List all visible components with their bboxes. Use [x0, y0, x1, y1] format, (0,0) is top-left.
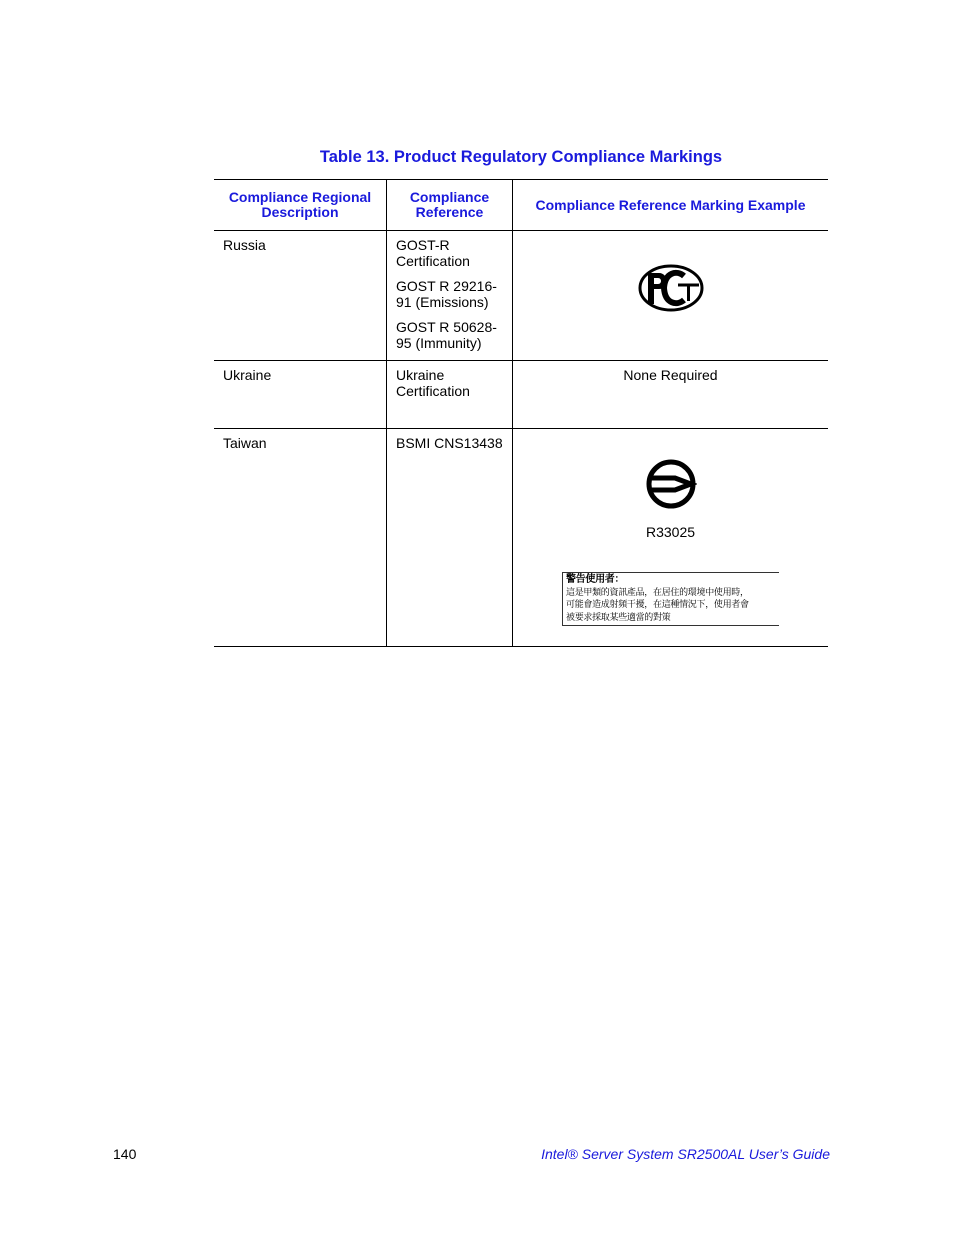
- warning-line: 被要求採取某些適當的對策: [566, 612, 671, 623]
- header-compliance-reference: Compliance Reference: [387, 180, 513, 231]
- header-regional-description: Compliance Regional Description: [228, 189, 372, 220]
- reference-item: Ukraine Certification: [396, 367, 470, 399]
- region-cell: Russia: [223, 237, 266, 253]
- gost-r-pct-mark-icon: [637, 263, 705, 313]
- page-number: 140: [113, 1146, 137, 1162]
- region-cell: Taiwan: [223, 435, 267, 451]
- marking-cell: [513, 429, 829, 647]
- compliance-table: [214, 179, 828, 647]
- bsmi-code: R33025: [645, 524, 696, 540]
- table-row-russia: [214, 231, 828, 361]
- table-row-taiwan: [214, 429, 828, 647]
- reference-cell: [387, 429, 513, 647]
- bsmi-mark-icon: [645, 459, 697, 509]
- header-marking-example: Compliance Reference Marking Example: [513, 180, 829, 231]
- reference-cell: [387, 361, 513, 429]
- table-header-row: [214, 180, 828, 231]
- reference-item: GOST R 50628-95 (Immunity): [396, 319, 497, 351]
- reference-item: GOST-R Certification: [396, 237, 470, 269]
- warning-title: 警告使用者：: [566, 574, 625, 585]
- bsmi-warning-label: [562, 572, 779, 626]
- table-row-ukraine: [214, 361, 828, 429]
- table-caption: Table 13. Product Regulatory Compliance Markings: [319, 148, 723, 166]
- reference-item: BSMI CNS13438: [396, 435, 503, 451]
- warning-line: 這是甲類的資訊產品，在居住的環境中使用時，: [566, 587, 749, 598]
- marking-cell: [513, 231, 829, 361]
- warning-line: 可能會造成射頻干擾，在這種情況下，使用者會: [566, 600, 749, 610]
- reference-cell: [387, 231, 513, 361]
- reference-item: GOST R 29216-91 (Emissions): [396, 278, 497, 310]
- region-cell: Ukraine: [223, 367, 272, 383]
- marking-cell: None Required: [513, 361, 829, 429]
- guide-title: Intel® Server System SR2500AL User’s Guide: [541, 1146, 830, 1162]
